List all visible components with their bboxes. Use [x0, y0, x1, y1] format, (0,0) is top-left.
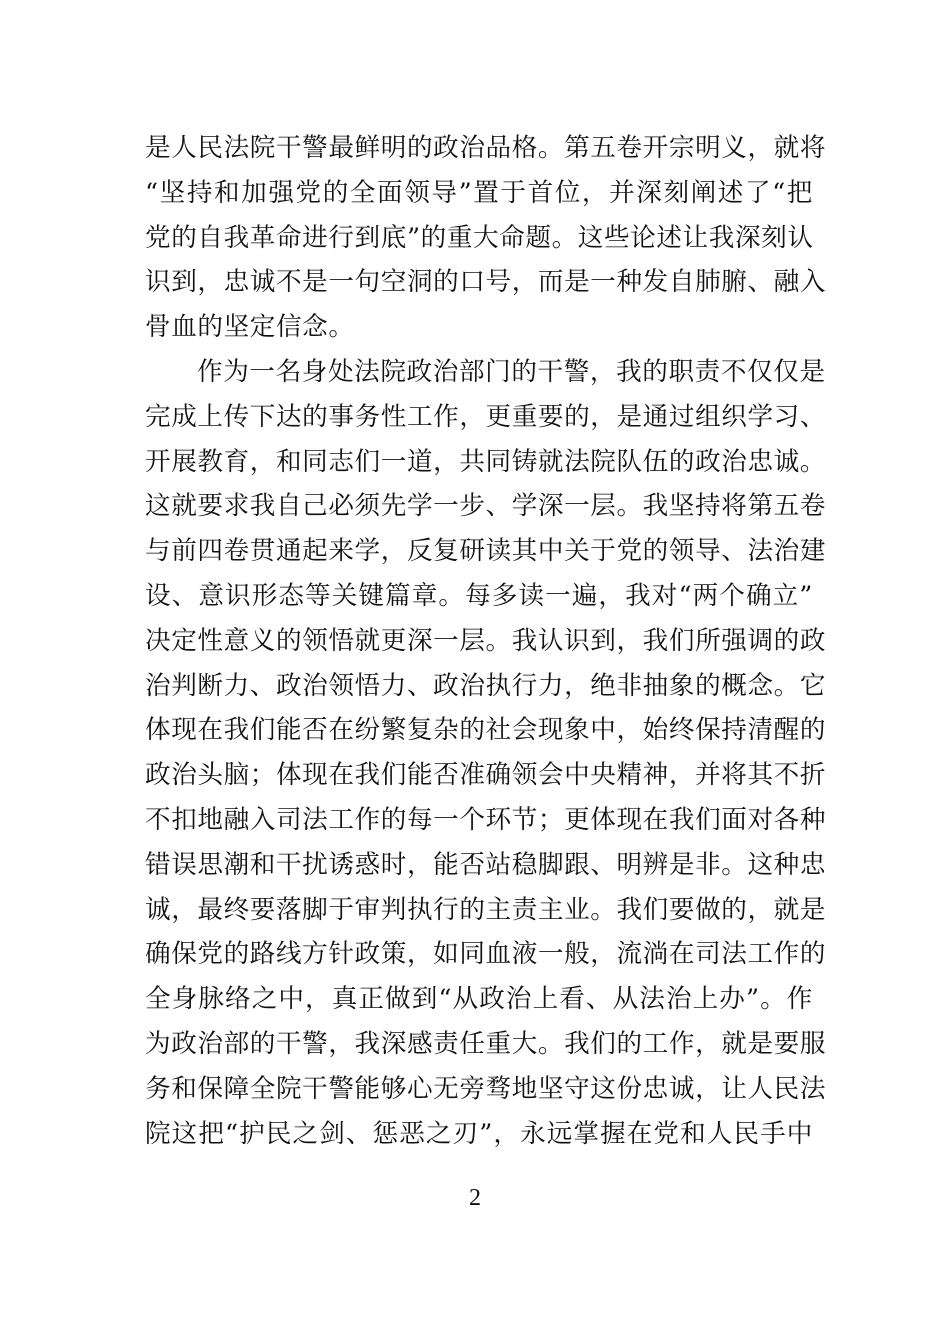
- body-text: [145, 126, 827, 1156]
- text-line: 全身脉络之中，真正做到“从政治上看、从法治上办”。作: [145, 984, 813, 1015]
- text-line: 作为一名身处法院政治部门的干警，我的职责不仅仅是: [197, 356, 826, 387]
- text-line: 完成上传下达的事务性工作，更重要的，是通过组织学习、: [145, 401, 827, 432]
- text-line: 治判断力、政治领悟力、政治执行力，绝非抽象的概念。它: [145, 670, 827, 701]
- text-line: 骨血的坚定信念。: [145, 312, 355, 343]
- text-line: 务和保障全院干警能够心无旁骛地坚守这份忠诚，让人民法: [145, 1073, 827, 1104]
- text-line: 为政治部的干警，我深感责任重大。我们的工作，就是要服: [145, 1028, 827, 1059]
- page-number: 2: [469, 1185, 481, 1211]
- text-line: 党的自我革命进行到底”的重大命题。这些论述让我深刻认: [145, 222, 814, 253]
- text-line: 设、意识形态等关键篇章。每多读一遍，我对“两个确立”: [145, 580, 813, 611]
- text-line: 这就要求我自己必须先学一步、学深一层。我坚持将第五卷: [145, 491, 827, 522]
- text-line: 确保党的路线方针政策，如同血液一般，流淌在司法工作的: [145, 939, 827, 970]
- text-line: 是人民法院干警最鲜明的政治品格。第五卷开宗明义，就将: [145, 133, 827, 163]
- text-line: “坚持和加强党的全面领导”置于首位，并深刻阐述了“把: [145, 177, 813, 208]
- text-line: 体现在我们能否在纷繁复杂的社会现象中，始终保持清醒的: [145, 715, 827, 746]
- text-line: 院这把“护民之剑、惩恶之刃”，永远掌握在党和人民手中: [145, 1118, 813, 1149]
- text-line: 不扣地融入司法工作的每一个环节；更体现在我们面对各种: [145, 804, 827, 835]
- text-line: 识到，忠诚不是一句空洞的口号，而是一种发自肺腑、融入: [145, 267, 827, 298]
- text-line: 决定性意义的领悟就更深一层。我认识到，我们所强调的政: [145, 625, 827, 656]
- text-line: 错误思潮和干扰诱惑时，能否站稳脚跟、明辨是非。这种忠: [145, 849, 827, 880]
- text-line: 政治头脑；体现在我们能否准确领会中央精神，并将其不折: [145, 760, 827, 791]
- text-line: 开展教育，和同志们一道，共同铸就法院队伍的政治忠诚。: [145, 446, 827, 477]
- text-line: 与前四卷贯通起来学，反复研读其中关于党的领导、法治建: [145, 536, 827, 567]
- text-line: 诚，最终要落脚于审判执行的主责主业。我们要做的，就是: [145, 894, 827, 925]
